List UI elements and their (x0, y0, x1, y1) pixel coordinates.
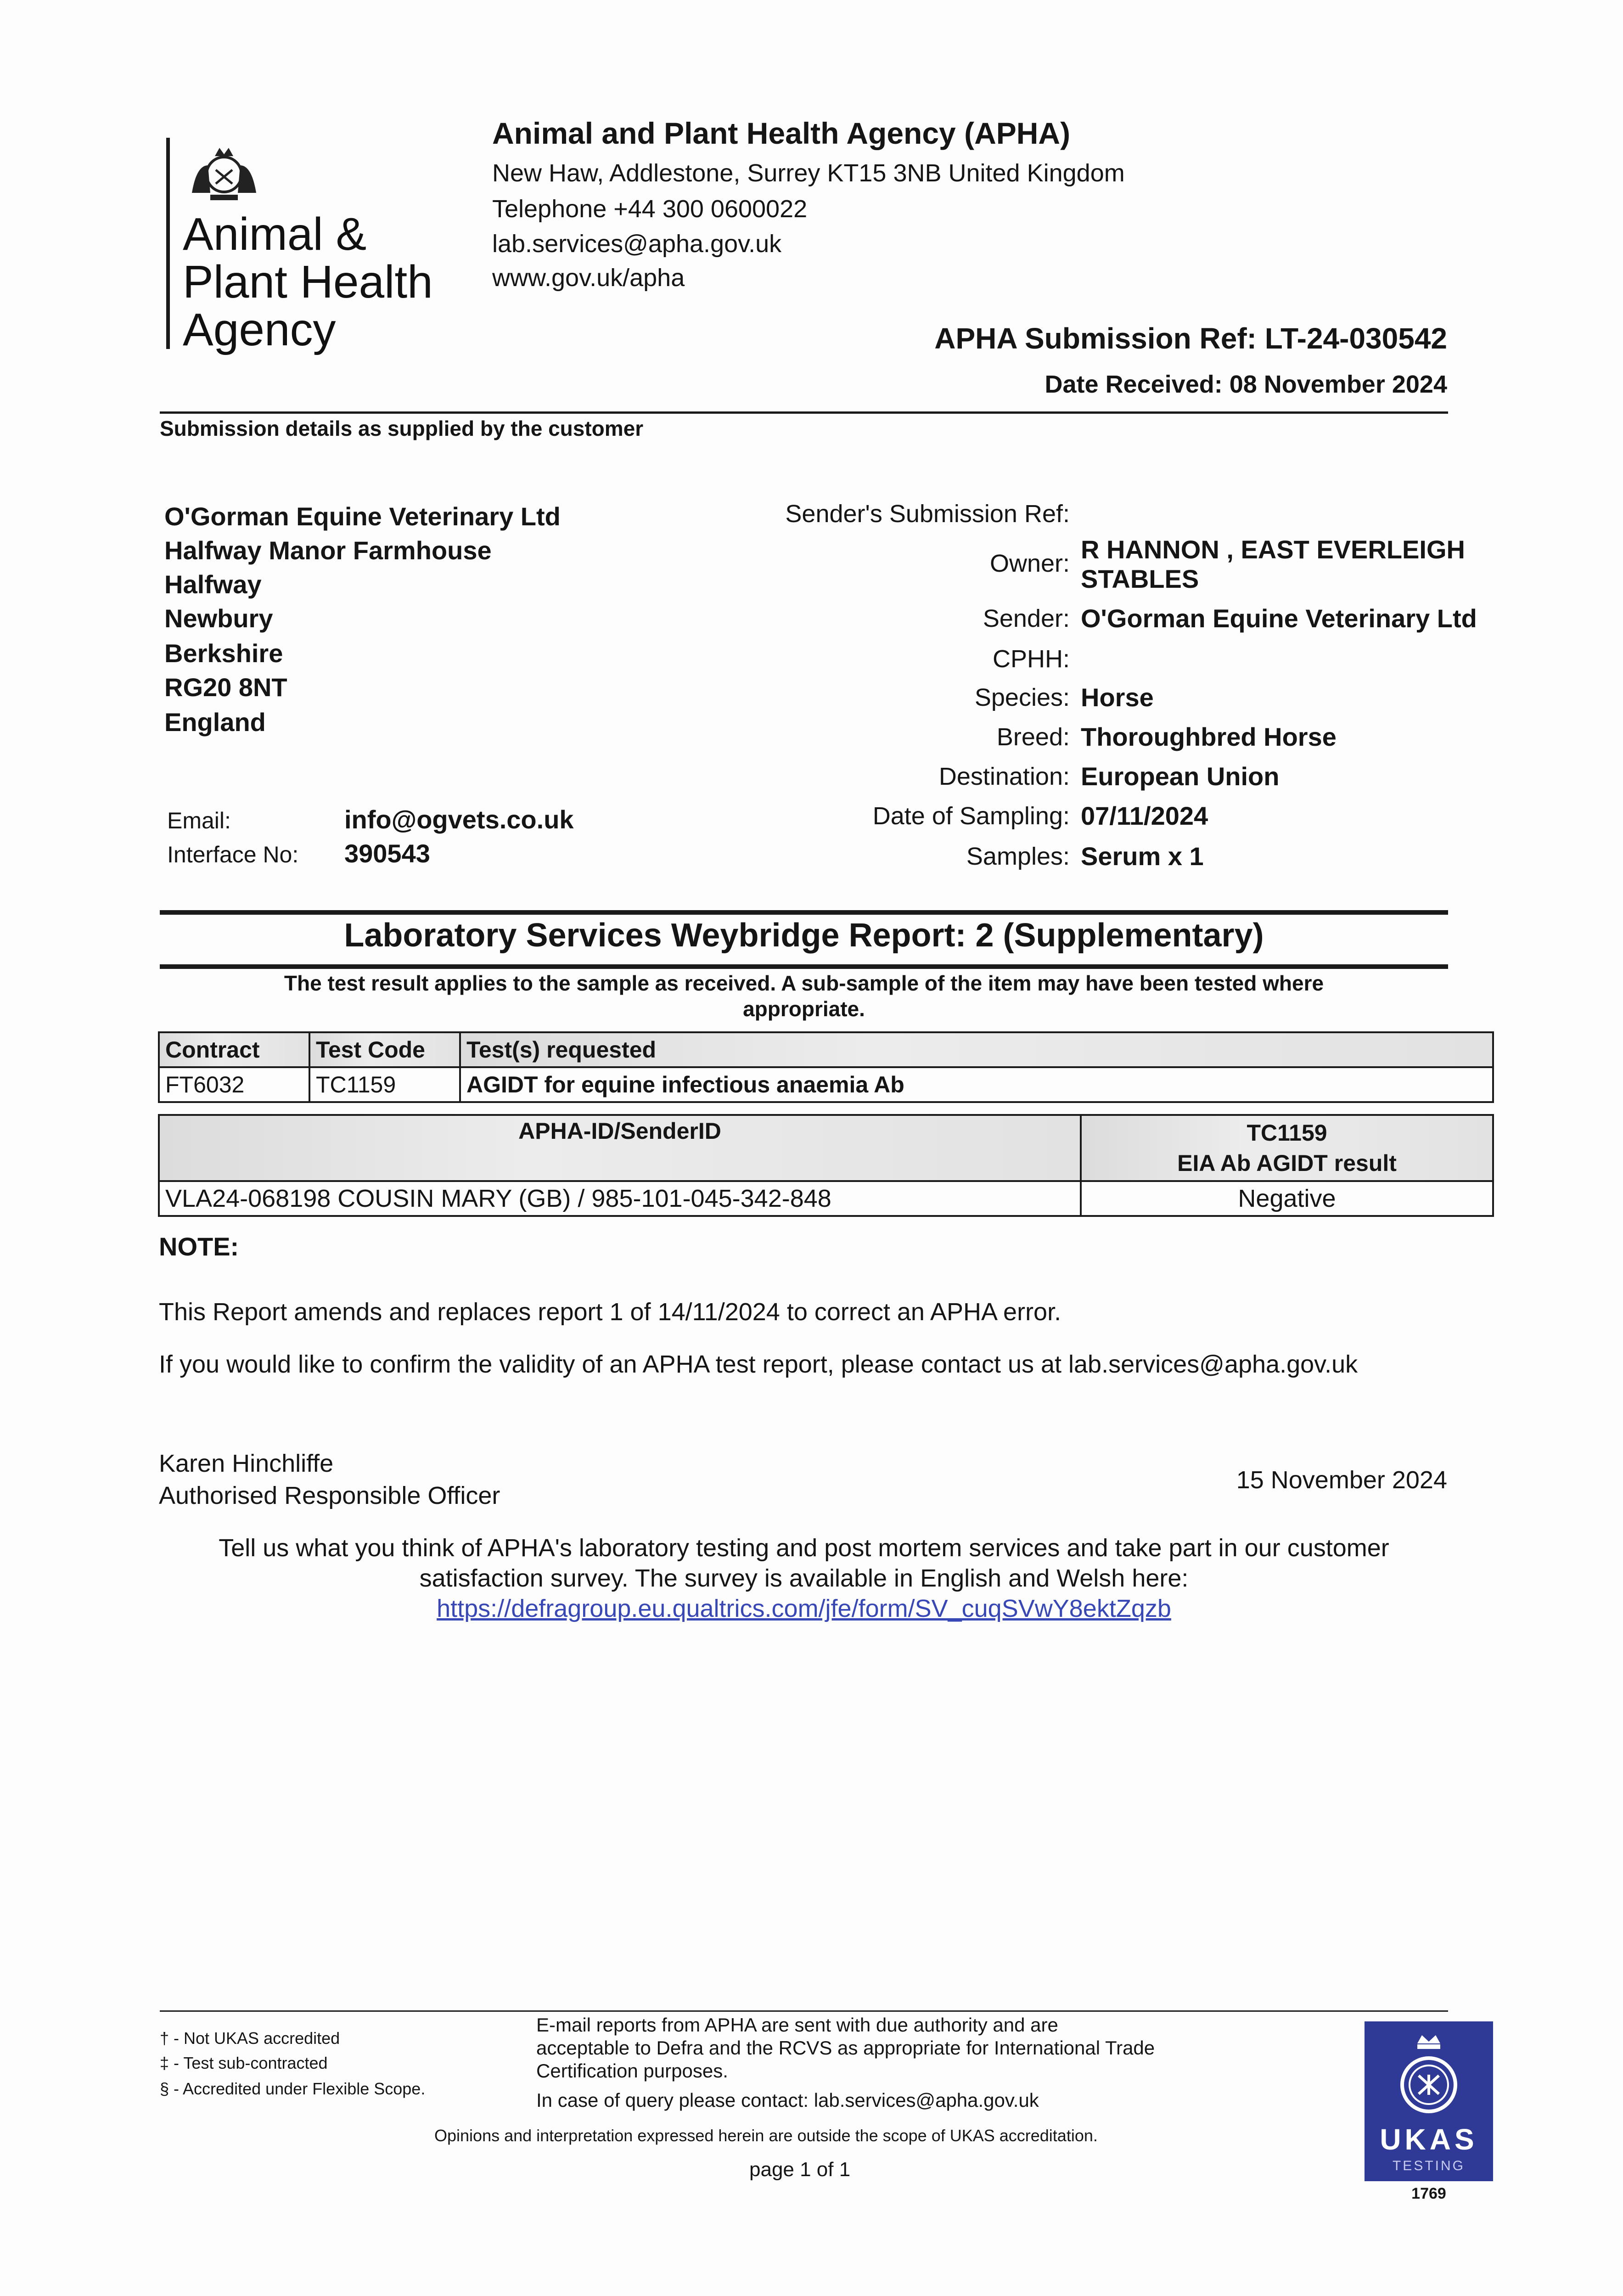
note-line1: This Report amends and replaces report 1 of 14/11/2024 to correct an APHA error. (159, 1298, 1061, 1326)
agency-telephone: Telephone +44 300 0600022 (492, 195, 808, 223)
report-divider-bottom (160, 964, 1448, 969)
agency-website: www.gov.uk/apha (492, 264, 685, 292)
table-row (159, 1067, 1493, 1102)
footer-divider (160, 2010, 1448, 2012)
logo-text-line2: Plant Health (183, 256, 433, 308)
table-row (159, 1181, 1493, 1216)
interface-label: Interface No: (167, 842, 299, 867)
customer-email: info@ogvets.co.uk (344, 805, 574, 834)
page-number: page 1 of 1 (749, 2158, 851, 2181)
cphh-label: CPHH: (992, 645, 1070, 673)
email-label: Email: (167, 808, 231, 833)
footer-email-note-line2: acceptable to Defra and the RCVS as appropriate for International Trade (536, 2037, 1155, 2059)
footer-email-note-line1: E-mail reports from APHA are sent with due authority and are (536, 2014, 1058, 2036)
table-header-cell: Contract (159, 1032, 309, 1067)
result-name-header: EIA Ab AGIDT result (1177, 1150, 1397, 1176)
agency-email: lab.services@apha.gov.uk (492, 230, 782, 258)
sample-id-cell: VLA24-068198 COUSIN MARY (GB) / 985-101-045-342-848 (159, 1181, 1081, 1216)
result-header-cell (1081, 1115, 1493, 1181)
agency-name: Animal and Plant Health Agency (APHA) (492, 116, 1071, 150)
sampling-date-value: 07/11/2024 (1081, 801, 1208, 830)
interface-number: 390543 (344, 839, 430, 868)
id-header-cell: APHA-ID/SenderID (159, 1115, 1081, 1181)
footer-opinions: Opinions and interpretation expressed herein are outside the scope of UKAS accreditation. (434, 2126, 1098, 2145)
sampling-date-label: Date of Sampling: (872, 802, 1070, 830)
signatory-name: Karen Hinchliffe (159, 1450, 334, 1477)
submission-section-title: Submission details as supplied by the customer (160, 416, 644, 440)
ukas-number: 1769 (1411, 2185, 1446, 2202)
ukas-sub-label: TESTING (1392, 2158, 1465, 2173)
royal-crest-icon (183, 138, 265, 207)
sender-label: Sender: (983, 605, 1070, 632)
samples-label: Samples: (966, 843, 1070, 870)
owner-value-line1: R HANNON , EAST EVERLEIGH (1081, 535, 1465, 564)
footer-legend-not-ukas: † - Not UKAS accredited (160, 2029, 340, 2048)
footer-legend-flexible-scope: § - Accredited under Flexible Scope. (160, 2079, 426, 2098)
owner-value-line2: STABLES (1081, 564, 1199, 593)
footer-query: In case of query please contact: lab.services@apha.gov.uk (536, 2089, 1039, 2111)
report-title: Laboratory Services Weybridge Report: 2 (Supplementary) (344, 917, 1264, 954)
species-label: Species: (974, 684, 1070, 711)
report-subtitle-line2: appropriate. (743, 997, 865, 1021)
test-code-cell: TC1159 (309, 1067, 460, 1102)
table-header-cell: Test Code (309, 1032, 460, 1067)
logo-text-line3: Agency (183, 304, 336, 355)
destination-label: Destination: (938, 763, 1070, 790)
ukas-label: UKAS (1380, 2123, 1478, 2156)
sender-value: O'Gorman Equine Veterinary Ltd (1081, 604, 1477, 633)
survey-link[interactable]: https://defragroup.eu.qualtrics.com/jfe/form/SV_cuqSVwY8ektZqzb (437, 1595, 1171, 1622)
report-date: 15 November 2024 (1236, 1466, 1447, 1494)
destination-value: European Union (1081, 762, 1280, 791)
agency-address: New Haw, Addlestone, Surrey KT15 3NB United Kingdom (492, 159, 1125, 187)
footer-legend-subcontracted: ‡ - Test sub-contracted (160, 2054, 328, 2072)
customer-address-line: Halfway Manor Farmhouse (164, 536, 492, 565)
customer-address-line: Newbury (164, 604, 273, 633)
survey-line2: satisfaction survey. The survey is available in English and Welsh here: (419, 1564, 1189, 1592)
ukas-mark-icon (1392, 2031, 1466, 2118)
survey-line1: Tell us what you think of APHA's laboratory testing and post mortem services and take part in our customer (219, 1534, 1389, 1562)
owner-label: Owner: (989, 550, 1070, 577)
results-table (158, 1114, 1494, 1217)
submission-ref: APHA Submission Ref: LT-24-030542 (934, 322, 1447, 355)
report-subtitle-line1: The test result applies to the sample as received. A sub-sample of the item may have been tested where (284, 971, 1324, 995)
logo-bar (166, 138, 170, 349)
customer-address-line: RG20 8NT (164, 673, 287, 702)
tests-table (158, 1031, 1494, 1103)
species-value: Horse (1081, 683, 1154, 712)
logo-text-line1: Animal & (183, 208, 367, 260)
senders-ref-label: Sender's Submission Ref: (785, 500, 1070, 528)
ukas-badge (1365, 2021, 1493, 2181)
breed-label: Breed: (996, 723, 1070, 751)
customer-address-line: O'Gorman Equine Veterinary Ltd (164, 502, 561, 531)
header-divider (160, 411, 1448, 414)
report-divider-top (160, 910, 1448, 915)
results-header-row (159, 1115, 1493, 1181)
result-code-header: TC1159 (1247, 1120, 1327, 1146)
note-label: NOTE: (159, 1232, 239, 1261)
table-header-row (159, 1032, 1493, 1067)
date-received: Date Received: 08 November 2024 (1045, 371, 1447, 398)
customer-address-line: England (164, 708, 266, 737)
table-header-cell: Test(s) requested (460, 1032, 1493, 1067)
test-requested-cell: AGIDT for equine infectious anaemia Ab (460, 1067, 1493, 1102)
footer-email-note-line3: Certification purposes. (536, 2060, 728, 2082)
contract-cell: FT6032 (159, 1067, 309, 1102)
customer-address-line: Berkshire (164, 639, 283, 668)
samples-value: Serum x 1 (1081, 842, 1204, 871)
note-line2: If you would like to confirm the validity of an APHA test report, please contact us at lab.services@apha.gov.uk (159, 1351, 1358, 1378)
customer-address-line: Halfway (164, 570, 262, 599)
breed-value: Thoroughbred Horse (1081, 722, 1337, 751)
result-value-cell: Negative (1081, 1181, 1493, 1216)
signatory-title: Authorised Responsible Officer (159, 1482, 500, 1509)
